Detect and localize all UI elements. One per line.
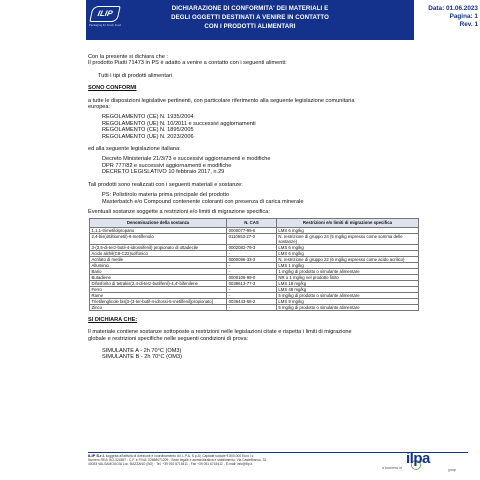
cell-limit: LMS 6 mg/kg — [276, 244, 418, 250]
cell-substance: Acrilato di metile — [90, 256, 227, 262]
ilip-logo: ILIP — [89, 6, 120, 22]
business-of-label: a business of — [382, 466, 402, 470]
cell-substance: Rame — [90, 292, 227, 298]
document-meta — [422, 5, 478, 29]
cell-substance: Bario — [90, 268, 227, 274]
conformi-line-3: ed alla seguente legislazione italiana: — [88, 146, 181, 153]
table-row — [90, 304, 419, 310]
cell-substance: 3-(3,5-di-terz-butil-4-idrossifenil) propionato di ottadecile — [90, 244, 227, 250]
dichiara-line-2: globale e restrizioni specifiche nelle seguenti condizioni di prova: — [88, 335, 249, 342]
cell-cas: - — [227, 304, 277, 310]
cell-limit: LMS 6 mg/kg — [276, 250, 418, 256]
title-line-1: DICHIARAZIONE DI CONFORMITA' DEI MATERIALI E — [171, 5, 329, 12]
title-line-3: CON I PRODOTTI ALIMENTARI — [204, 23, 296, 30]
conformi-line-5: Eventuali sostanze soggette a restrizioni e/o limiti di migrazione specifica: — [88, 208, 270, 215]
title-line-2: DEGLI OGGETTI DESTINATI A VENIRE IN CONTATTO — [171, 14, 329, 21]
group-label: group — [448, 468, 457, 472]
intro-line-1: Con la presente si dichiara che : — [88, 54, 168, 60]
dichiara-line-1: Il materiale contiene sostanze sottoposte a restrizioni nelle legislazioni citate e rispetta i limiti di migrazione — [88, 329, 352, 336]
logo-tagline: Packaging for Fresh Food — [88, 23, 122, 27]
cell-substance: Zinco — [90, 304, 227, 310]
material-item: Masterbatch e/o Compound contenente coloranti con presenza di carica minerale — [102, 198, 304, 205]
simulant-item: SIMULANTE A - 2h 70°C (OM3) — [102, 347, 182, 354]
cell-cas: 0038613-77-3 — [227, 280, 277, 286]
cell-limit: LMS 1 mg/kg — [276, 262, 418, 268]
footer — [88, 452, 468, 477]
substances-table — [89, 218, 419, 310]
document-body — [88, 54, 468, 361]
cell-cas: 0036443-68-2 — [227, 298, 277, 304]
cell-substance: 2,4-bis(ottiltiometil)-6-metilfenolo — [90, 233, 227, 244]
cell-cas: 0110553-27-0 — [227, 233, 277, 244]
cell-cas: - — [227, 292, 277, 298]
cell-limit: LMS 18 mg/kg — [276, 280, 418, 286]
intro-line-2: Il prodotto Piatti 71473 in PS è adatto a venire a contatto con i seguenti alimenti: — [88, 60, 287, 67]
cell-limit: LMS 6 mg/kg — [276, 227, 418, 233]
reg-item: REGOLAMENTO (CE) N. 1895/2005 — [102, 127, 194, 134]
cell-limit: N. restrizione di gruppo 22 (6 mg/kg espresso come acido acrilico) — [276, 256, 418, 262]
it-law-item: DPR 777/82 e successivi aggiornamenti e modifiche — [102, 162, 232, 169]
conformi-line-1: a tutte le disposizioni legislative pertinenti, con particolare riferimento alla seguente legislazione comunitaria — [88, 97, 355, 104]
section-heading-dichiara: SI DICHIARA CHE: — [88, 316, 138, 323]
footer-line-3: 40053 VALSAMOGGIA Loc. BAZZANO (BO) · Tel. +39 051 6715411 - Fax +39 051 6715412 - E-mail: info@ilip.it — [88, 462, 253, 467]
header-banner — [86, 0, 414, 40]
doc-page: Pagina: 1 — [449, 13, 478, 20]
cell-cas: 0000106-99-0 — [227, 274, 277, 280]
footer-line-2: Numero REA: BO-324557 - C.F. e P.IVA: 02668071209 - Sede legale e amministrativa e stabilimento: Via Castelfranco, 32 — [88, 458, 267, 463]
cell-substance: Ferro — [90, 286, 227, 292]
cell-substance: Difosforito di tetrakis(2,4-di-terz-butilfenil)-4,4'-bifenilene — [90, 280, 227, 286]
doc-rev: Rev. 1 — [459, 21, 478, 28]
table-header-row — [90, 219, 419, 227]
cell-limit: NR o 1 mg/kg nel prodotto finito — [276, 274, 418, 280]
cell-limit: LMS 48 mg/kg — [276, 286, 418, 292]
reg-item: REGOLAMENTO (UE) N. 2023/2006 — [102, 133, 194, 140]
cell-substance: Trietilenglicole bis[3-(3-ter-butil-4-idrossi-5-metilfenil)propionato] — [90, 298, 227, 304]
cell-substance: 1,1,1-trimetilolpropano — [90, 227, 227, 233]
cell-limit: N. restrizione di gruppo 24 (5 mg/kg espresso come somma delle sostanze) — [276, 233, 418, 244]
conformi-line-2: europea: — [88, 104, 111, 111]
intro-line-3: Tutti i tipi di prodotti alimentari — [98, 72, 173, 79]
ilpa-group-logo — [382, 450, 462, 473]
it-law-item: DECRETO LEGISLATIVO 10 febbraio 2017, n.29 — [102, 169, 225, 176]
cell-cas: - — [227, 250, 277, 256]
col-header-limits: Restrizioni e/o limiti di migrazione specifica — [276, 219, 418, 227]
cell-limit: 5 mg/kg di prodotto o simulante alimentare — [276, 292, 418, 298]
it-law-item: Decreto Ministeriale 21/3/73 e successivi aggiornamenti e modifiche — [102, 156, 271, 163]
cell-cas: 0000077-99-6 — [227, 227, 277, 233]
cell-cas: 0000096-33-3 — [227, 256, 277, 262]
ilpa-brand: ilpa — [406, 450, 430, 467]
cell-limit: LMS 9 mg/kg — [276, 298, 418, 304]
cell-cas: 0002082-79-3 — [227, 244, 277, 250]
cell-cas: - — [227, 268, 277, 274]
cell-limit: 1 mg/kg di prodotto o simulante alimentare — [276, 268, 418, 274]
cell-substance: Alluminio — [90, 262, 227, 268]
conformi-line-4: Tali prodotti sono realizzati con i seguenti materiali e sostanze: — [88, 181, 243, 188]
cell-limit: 5 mg/kg di prodotto o simulante alimentare — [276, 304, 418, 310]
cell-substance: Butadiene — [90, 274, 227, 280]
section-heading-conformi: SONO CONFORMI — [88, 85, 137, 92]
table-row — [90, 233, 419, 244]
cell-cas: - — [227, 286, 277, 292]
material-item: PS: Polistirolo materia prima principale del prodotto — [102, 192, 230, 199]
cell-cas: - — [227, 262, 277, 268]
reg-item: REGOLAMENTO (CE) N. 1935/2004 — [102, 114, 194, 121]
table-body — [90, 227, 419, 310]
reg-item: REGOLAMENTO (UE) N. 10/2011 e successivi aggiornamenti — [102, 120, 256, 127]
simulant-item: SIMULANTE B - 2h 70°C (OM3) — [102, 354, 182, 361]
cell-substance: Acido alchil(C8-C22)solfonico — [90, 250, 227, 256]
doc-date: Data: 01.06.2023 — [428, 5, 478, 12]
col-header-cas: N. CAS — [227, 219, 277, 227]
col-header-name: Denominazione della sostanza — [90, 219, 227, 227]
footer-line-1: ILIP S.r.l. soggetta all'attività di direzione e coordinamento di I.L.P.A. S.p.A | Capitale sociale € 800.000 Euro i.v. — [88, 453, 254, 458]
footer-company: ILIP S.r.l. — [88, 453, 105, 458]
